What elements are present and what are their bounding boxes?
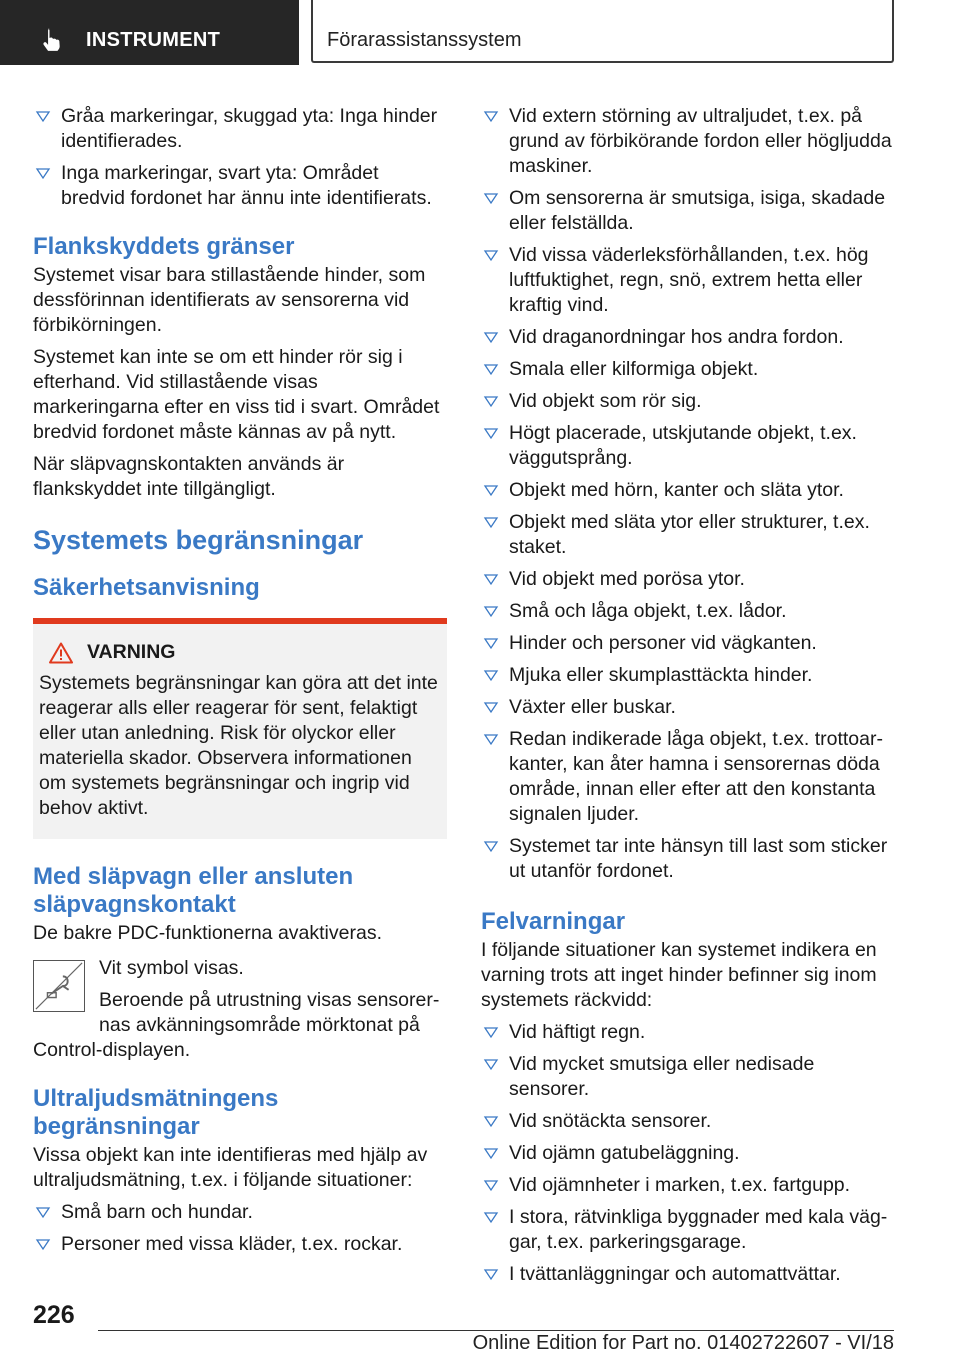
list-item	[33, 1232, 447, 1257]
warning-title: VARNING	[87, 641, 176, 663]
right-column	[481, 104, 893, 1294]
list-item	[481, 186, 893, 236]
list-item-text: Vid häftigt regn.	[509, 1021, 646, 1043]
list-item-text: Objekt med släta ytor eller strukturer, t.ex. staket.	[509, 511, 870, 558]
list-item	[481, 104, 893, 179]
paragraph: Systemet kan inte se om ett hinder rör sig i efterhand. Vid stillastående visas markeringarna efter en viss tid i svart. Området bredvid fordonet måste kännas av på nytt.	[33, 346, 440, 443]
list-item	[481, 834, 893, 884]
flank-heading: Flankskyddets gränser	[33, 233, 295, 260]
list-item-text: Högt placerade, utskjutande objekt, t.ex. väggutsprång.	[509, 422, 857, 469]
list-item-text: Vid objekt som rör sig.	[509, 390, 702, 412]
bullet-triangle-icon	[35, 166, 51, 180]
list-item	[481, 421, 893, 471]
list-item-text: Inga markeringar, svart yta: Området bredvid fordonet har ännu inte identifierats.	[61, 162, 432, 209]
bullet-triangle-icon	[483, 1114, 499, 1128]
list-item	[481, 1109, 893, 1134]
page-footer	[0, 1295, 960, 1362]
bullet-list	[33, 1200, 447, 1257]
bullet-list	[33, 104, 447, 211]
bullet-triangle-icon	[483, 248, 499, 262]
edition-text: Online Edition for Part no. 01402722607 - VI/18	[472, 1332, 894, 1354]
bullet-triangle-icon	[483, 394, 499, 408]
left-column	[33, 104, 447, 1264]
list-item-text: I stora, rätvinkliga byggnader med kala väggar, t.ex. parkeringsgarage.	[509, 1206, 888, 1253]
footer-divider	[98, 1330, 894, 1331]
bullet-triangle-icon	[483, 330, 499, 344]
bullet-triangle-icon	[483, 515, 499, 529]
bullet-triangle-icon	[483, 700, 499, 714]
warning-triangle-icon	[49, 642, 73, 664]
list-item-text: Små barn och hundar.	[61, 1201, 253, 1223]
list-item-text: Smala eller kilformiga objekt.	[509, 358, 759, 380]
list-item	[481, 510, 893, 560]
ultra-heading: Ultraljudsmätningens begränsningar	[33, 1085, 279, 1140]
bullet-triangle-icon	[483, 1146, 499, 1160]
list-item	[33, 1200, 447, 1225]
bullet-list	[481, 1020, 893, 1287]
list-item	[481, 1052, 893, 1102]
list-item	[481, 663, 893, 688]
bullet-triangle-icon	[483, 191, 499, 205]
list-item	[481, 567, 893, 592]
paragraph: När släpvagnskontakten används är flankskyddet inte tillgängligt.	[33, 453, 345, 500]
list-item	[481, 1173, 893, 1198]
bullet-triangle-icon	[483, 483, 499, 497]
bullet-triangle-icon	[483, 109, 499, 123]
paragraph: Vit symbol visas.	[99, 957, 244, 979]
chapter-tab[interactable]	[311, 0, 894, 63]
section-tab[interactable]	[0, 0, 299, 65]
list-item-text: Objekt med hörn, kanter och släta ytor.	[509, 479, 844, 501]
list-item	[481, 1020, 893, 1045]
trailer-heading: Med släpvagn eller ansluten släpvagnskontakt	[33, 863, 354, 918]
list-item	[481, 389, 893, 414]
page-number: 226	[33, 1301, 75, 1329]
list-item	[481, 695, 893, 720]
bullet-triangle-icon	[483, 668, 499, 682]
bullet-triangle-icon	[483, 1267, 499, 1281]
bullet-triangle-icon	[483, 732, 499, 746]
bullet-triangle-icon	[483, 426, 499, 440]
list-item	[481, 599, 893, 624]
list-item	[481, 727, 893, 827]
list-item-text: Hinder och personer vid vägkanten.	[509, 632, 817, 654]
safety-heading: Säkerhetsanvisning	[33, 574, 260, 601]
list-item-text: I tvättanläggningar och automattvättar.	[509, 1263, 841, 1285]
bullet-triangle-icon	[35, 109, 51, 123]
bullet-list	[481, 104, 893, 884]
list-item	[481, 1262, 893, 1287]
bullet-triangle-icon	[483, 1210, 499, 1224]
paragraph: De bakre PDC-funktionerna avaktiveras.	[33, 922, 382, 944]
bullet-triangle-icon	[35, 1237, 51, 1251]
list-item-text: Vid vissa väderleksförhållanden, t.ex. hög luftfuktighet, regn, snö, extrem hetta eller kraftig vind.	[509, 244, 869, 316]
symbol-block	[33, 956, 447, 1063]
paragraph: I följande situationer kan systemet indikera en varning trots att inget hinder befinner sig inom systemets räckvidd:	[481, 939, 877, 1011]
list-item-text: Gråa markeringar, skuggad yta: Inga hinder identifierades.	[61, 105, 438, 152]
warning-text: Systemets begränsningar kan göra att det inte reagerar alls eller reagerar för sent, felaktigt eller utan anledning. Risk för olyckor eller materiella skador. Observera informationen om systemets begränsningar och ingrip vid behov aktivt.	[39, 672, 438, 819]
list-item-text: Vid mycket smutsiga eller nedisade sensorer.	[509, 1053, 815, 1100]
list-item-text: Vid ojämn gatubeläggning.	[509, 1142, 740, 1164]
list-item-text: Om sensorerna är smutsiga, isiga, skadade eller felställda.	[509, 187, 886, 234]
list-item	[481, 1141, 893, 1166]
paragraph: Systemet visar bara stillastående hinder, som dessförinnan identifierats av sensorerna vid förbikörningen.	[33, 264, 426, 336]
bullet-triangle-icon	[483, 1025, 499, 1039]
bullet-triangle-icon	[483, 572, 499, 586]
list-item	[481, 631, 893, 656]
false-warnings-heading: Felvarningar	[481, 908, 626, 935]
chapter-title: Förarassistanssystem	[327, 29, 522, 51]
list-item-text: Mjuka eller skumplasttäckta hinder.	[509, 664, 813, 686]
warning-box	[33, 618, 447, 839]
list-item	[481, 478, 893, 503]
bullet-triangle-icon	[483, 362, 499, 376]
list-item	[481, 243, 893, 318]
list-item-text: Vid snötäckta sensorer.	[509, 1110, 712, 1132]
bullet-triangle-icon	[483, 1178, 499, 1192]
limits-heading: Systemets begränsningar	[33, 525, 364, 555]
list-item-text: Personer med vissa kläder, t.ex. rockar.	[61, 1233, 403, 1255]
bullet-triangle-icon	[483, 636, 499, 650]
list-item-text: Systemet tar inte hänsyn till last som sticker ut utanför fordonet.	[509, 835, 888, 882]
bullet-triangle-icon	[483, 1057, 499, 1071]
trailer-hitch-symbol-icon	[33, 960, 85, 1012]
page-header	[0, 0, 960, 66]
list-item-text: Växter eller buskar.	[509, 696, 676, 718]
paragraph: Vissa objekt kan inte identifieras med hjälp av ultraljudsmätning, t.ex. i följande situationer:	[33, 1144, 428, 1191]
list-item	[481, 357, 893, 382]
bullet-triangle-icon	[35, 1205, 51, 1219]
list-item	[481, 325, 893, 350]
list-item	[33, 161, 447, 211]
list-item	[481, 1205, 893, 1255]
hand-pointer-icon	[38, 26, 64, 52]
warning-title-row	[39, 640, 441, 665]
bullet-triangle-icon	[483, 839, 499, 853]
bullet-triangle-icon	[483, 604, 499, 618]
list-item-text: Små och låga objekt, t.ex. lådor.	[509, 600, 787, 622]
list-item-text: Vid extern störning av ultraljudet, t.ex. på grund av förbikörande fordon eller högljudda maskiner.	[509, 105, 892, 177]
list-item	[33, 104, 447, 154]
list-item-text: Vid draganordningar hos andra fordon.	[509, 326, 844, 348]
list-item-text: Redan indikerade låga objekt, t.ex. trottoarkanter, kan åter hamna i sensorernas döda område, innan eller efter att den konstanta signalen ljuder.	[509, 728, 883, 825]
list-item-text: Vid ojämnheter i marken, t.ex. fartgupp.	[509, 1174, 851, 1196]
paragraph: Beroende på utrustning visas sensorernas avkänningsområde mörktonat på Control-displayen.	[33, 989, 440, 1061]
section-title: INSTRUMENT	[86, 29, 221, 51]
list-item-text: Vid objekt med porösa ytor.	[509, 568, 745, 590]
